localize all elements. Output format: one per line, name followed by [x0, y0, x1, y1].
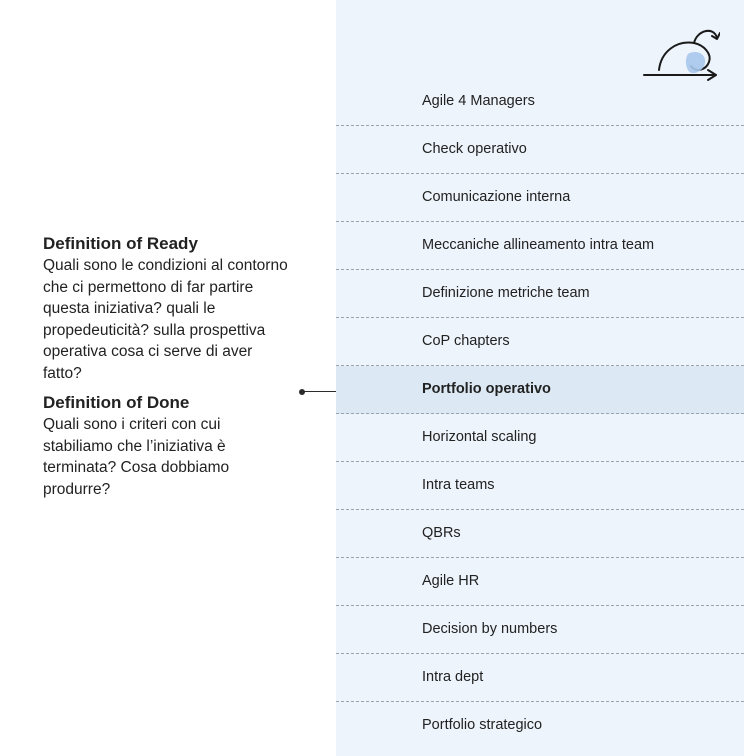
definition-of-ready-heading: Definition of Ready	[43, 234, 198, 253]
initiatives-panel	[336, 0, 744, 756]
menu-item-comunicazione-interna[interactable]: Comunicazione interna	[336, 174, 744, 222]
loop-arrow-icon	[642, 18, 720, 84]
menu-item-agile-4-managers[interactable]: Agile 4 Managers	[336, 78, 744, 126]
definition-of-ready-text: Quali sono le condizioni al contorno che ci permettono di far partire questa iniziativa? quali le propedeuticità? sulla prospettiva operativa cosa ci serve di aver fatto?	[43, 257, 288, 382]
menu-item-cop-chapters[interactable]: CoP chapters	[336, 318, 744, 366]
connector-dot	[299, 389, 305, 395]
menu-item-intra-dept[interactable]: Intra dept	[336, 654, 744, 702]
menu-item-decision-by-numbers[interactable]: Decision by numbers	[336, 606, 744, 654]
definition-of-done-text: Quali sono i criteri con cui stabiliamo che l’iniziativa è terminata? Cosa dobbiamo produrre?	[43, 416, 230, 498]
menu-item-meccaniche-allineamento[interactable]: Meccaniche allineamento intra team	[336, 222, 744, 270]
menu-item-check-operativo[interactable]: Check operativo	[336, 126, 744, 174]
menu-item-definizione-metriche[interactable]: Definizione metriche team	[336, 270, 744, 318]
definition-of-done-heading: Definition of Done	[43, 393, 190, 412]
definitions-panel	[43, 233, 293, 508]
menu-item-agile-hr[interactable]: Agile HR	[336, 558, 744, 606]
menu-item-intra-teams[interactable]: Intra teams	[336, 462, 744, 510]
initiatives-menu	[336, 78, 744, 749]
menu-item-qbrs[interactable]: QBRs	[336, 510, 744, 558]
menu-item-horizontal-scaling[interactable]: Horizontal scaling	[336, 414, 744, 462]
menu-item-portfolio-strategico[interactable]: Portfolio strategico	[422, 717, 543, 733]
menu-item-portfolio-operativo[interactable]: Portfolio operativo	[336, 366, 744, 414]
